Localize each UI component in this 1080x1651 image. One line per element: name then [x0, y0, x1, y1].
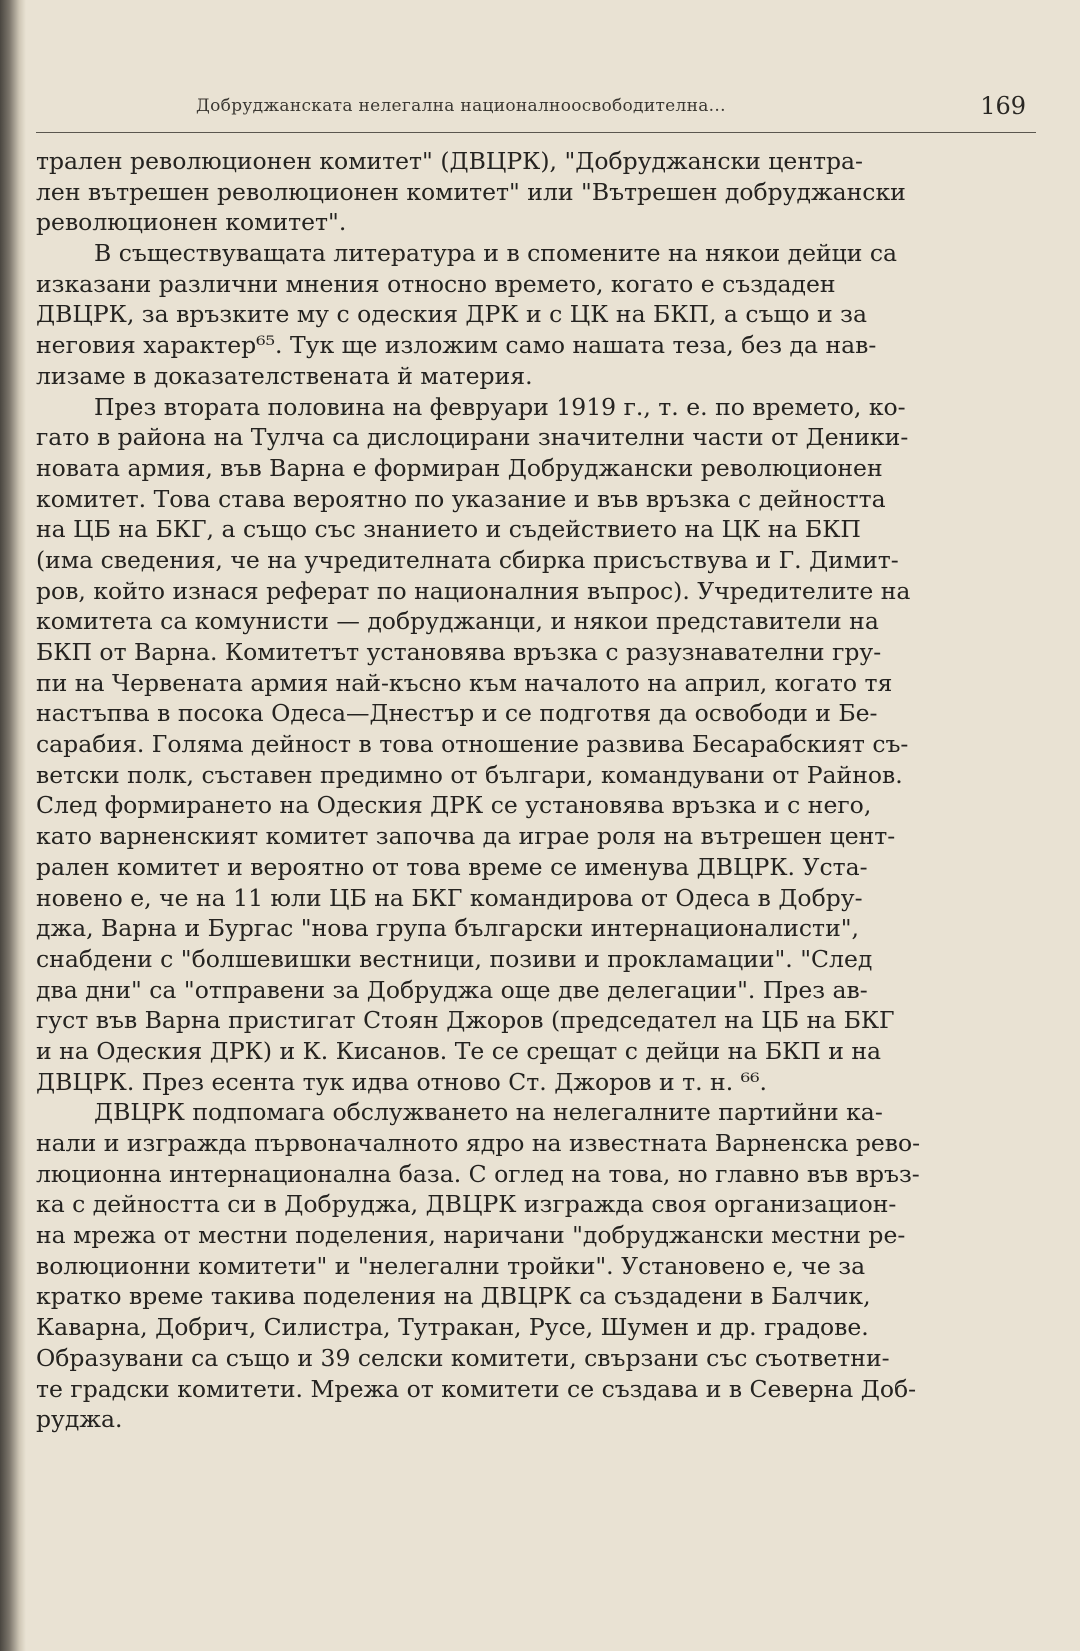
- text-line: люционна интернационална база. С оглед на това, но главно във връз-: [36, 1159, 920, 1188]
- text-line: гато в района на Тулча са дислоцирани значителни части от Деники-: [36, 423, 909, 452]
- text-line: Образувани са също и 39 селски комитети, свързани със съответни-: [36, 1343, 890, 1372]
- text-line: новата армия, във Варна е формиран Добруджански революционен: [36, 453, 883, 482]
- text-line: БКП от Варна. Комитетът установява връзка с разузнавателни гру-: [36, 638, 882, 666]
- text-line: След формирането на Одеския ДРК се установява връзка и с него,: [36, 791, 872, 820]
- paragraph-3: [36, 392, 1036, 1098]
- text-line: като варненският комитет започва да играе роля на вътрешен цент-: [36, 822, 896, 851]
- text-line: кратко време такива поделения на ДВЦРК са създадени в Балчик,: [36, 1282, 871, 1311]
- book-spine-shadow: [0, 0, 26, 1651]
- text-line: неговия характер⁶⁵. Тук ще изложим само нашата теза, без да нав-: [36, 331, 877, 360]
- text-line: лен вътрешен революционен комитет" или "Вътрешен добруджански: [36, 177, 906, 206]
- page-header: [36, 92, 1036, 132]
- text-line: сарабия. Голяма дейност в това отношение развива Бесарабският съ-: [36, 730, 909, 759]
- text-line: трален революционен комитет" (ДВЦРК), "Добруджански центра-: [36, 147, 863, 175]
- body-text: [36, 146, 1036, 1435]
- text-line: на мрежа от местни поделения, наричани "добруджански местни ре-: [36, 1221, 906, 1250]
- text-line: ветски полк, съставен предимно от българи, командувани от Райнов.: [36, 760, 903, 789]
- page-number: 169: [980, 92, 1026, 120]
- text-line: лизаме в доказателствената й материя.: [36, 361, 533, 390]
- text-line: революционен комитет".: [36, 208, 347, 237]
- text-line: и на Одеския ДРК) и К. Кисанов. Те се срещат с дейци на БКП и на: [36, 1036, 882, 1065]
- text-line: два дни" са "отправени за Добруджа още две делегации". През ав-: [36, 975, 868, 1004]
- text-line: В съществуващата литература и в спомените на някои дейци са: [94, 239, 898, 268]
- text-line: джа, Варна и Бургас "нова група български интернационалисти",: [36, 914, 860, 943]
- text-line: новено е, че на 11 юли ЦБ на БКГ командирова от Одеса в Добру-: [36, 883, 863, 912]
- text-line: ДВЦРК, за връзките му с одеския ДРК и с ЦК на БКП, а също и за: [36, 300, 867, 329]
- text-line: те градски комитети. Мрежа от комитети се създава и в Северна Доб-: [36, 1374, 917, 1403]
- text-line: волюционни комитети" и "нелегални тройки". Установено е, че за: [36, 1251, 866, 1280]
- text-line: комитета са комунисти — добруджанци, и някои представители на: [36, 607, 879, 636]
- text-line: комитет. Това става вероятно по указание и във връзка с дейността: [36, 484, 886, 513]
- text-line: руджа.: [36, 1405, 123, 1434]
- text-line: През втората половина на февруари 1919 г., т. е. по времето, ко-: [94, 392, 906, 421]
- text-line: нали и изгражда първоначалното ядро на известната Варненска рево-: [36, 1129, 921, 1157]
- paragraph-2: [36, 238, 1036, 391]
- text-line: ДВЦРК. През есента тук идва отново Ст. Джоров и т. н. ⁶⁶.: [36, 1067, 767, 1096]
- paragraph-4: [36, 1097, 1036, 1435]
- text-line: (има сведения, че на учредителната сбирка присъствува и Г. Димит-: [36, 545, 899, 574]
- text-line: на ЦБ на БКГ, а също със знанието и съдействието на ЦК на БКП: [36, 515, 861, 544]
- text-line: пи на Червената армия най-късно към началото на април, когато тя: [36, 668, 893, 697]
- text-line: Каварна, Добрич, Силистра, Тутракан, Русе, Шумен и др. градове.: [36, 1313, 869, 1342]
- text-line: ров, който изнася реферат по националния въпрос). Учредителите на: [36, 576, 911, 605]
- header-rule: [36, 132, 1036, 133]
- text-line: изказани различни мнения относно времето, когато е създаден: [36, 269, 836, 298]
- text-line: рален комитет и вероятно от това време се именува ДВЦРК. Уста-: [36, 852, 868, 881]
- text-line: снабдени с "болшевишки вестници, позиви и прокламации". "След: [36, 944, 873, 973]
- paragraph-1: [36, 146, 1036, 238]
- running-title: Добруджанската нелегална националноосвободителна...: [196, 96, 726, 116]
- text-line: ДВЦРК подпомага обслужването на нелегалните партийни ка-: [94, 1098, 883, 1127]
- text-line: ка с дейността си в Добруджа, ДВЦРК изгражда своя организацион-: [36, 1190, 897, 1219]
- text-line: густ във Варна пристигат Стоян Джоров (председател на ЦБ на БКГ: [36, 1006, 895, 1035]
- text-line: настъпва в посока Одеса—Днестър и се подготвя да освободи и Бе-: [36, 699, 878, 728]
- book-page: [36, 0, 1036, 1651]
